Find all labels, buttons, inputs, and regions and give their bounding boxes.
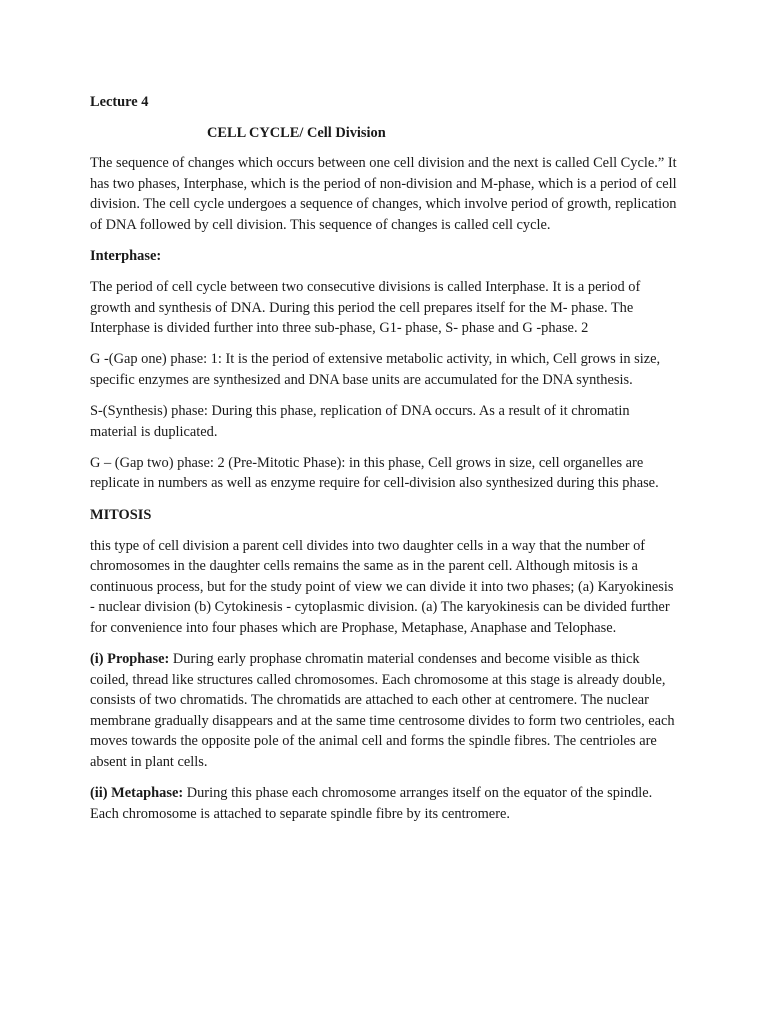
metaphase-text: During this phase each chromosome arranges itself on the equator of the spindle. Each chromosome is attached to separate spindle fibre by its centromere. <box>90 785 653 822</box>
mitosis-heading: MITOSIS <box>90 506 152 523</box>
mitosis-paragraph: this type of cell division a parent cell divides into two daughter cells in a way that the number of chromosomes in the daughter cells remains the same as in the parent cell. Although mitosis is a continuous process, but for the study point of view we can divide it into two phases; (a) Karyokinesis - nuclear division (b) Cytokinesis - cytoplasmic division. (a) The karyokinesis can be divided further for convenience into four phases which are Prophase, Metaphase, Anaphase and Telophase. <box>90 537 674 636</box>
interphase-heading: Interphase: <box>90 248 162 265</box>
interphase-paragraph: The period of cell cycle between two consecutive divisions is called Interphase. It is a period of growth and synthesis of DNA. During this period the cell prepares itself for the M- phase. The Interphase is divided further into three sub-phase, G1- phase, S- phase and G -phase. 2 <box>90 279 641 337</box>
metaphase-label: (ii) Metaphase: <box>90 785 184 802</box>
lecture-label: Lecture 4 <box>90 94 149 110</box>
g1-phase-paragraph: G -(Gap one) phase: 1: It is the period of extensive metabolic activity, in which, Cell grows in size, specific enzymes are synthesized and DNA base units are accumulated for the DNA synthesis. <box>90 351 661 389</box>
document-page <box>90 92 680 835</box>
s-phase-paragraph: S-(Synthesis) phase: During this phase, replication of DNA occurs. As a result of it chromatin material is duplicated. <box>90 403 630 440</box>
metaphase-paragraph <box>90 783 680 824</box>
prophase-label: (i) Prophase: <box>90 651 170 668</box>
g2-phase-paragraph: G – (Gap two) phase: 2 (Pre-Mitotic Phase): in this phase, Cell grows in size, cell organelles are replicate in numbers as well as enzyme require for cell-division also synthesized during this phase. <box>90 454 659 492</box>
prophase-text: During early prophase chromatin material condenses and become visible as thick coiled, thread like structures called chromosomes. Each chromosome at this stage is already double, consists of two chromatids. The chromatids are attached to each other at centromere. The nuclear membrane gradually disappears and at the same time centrosome divides to form two centrioles, each moves towards the opposite pole of the animal cell and forms the spindle fibres. The centrioles are absent in plant cells. <box>90 651 675 771</box>
prophase-paragraph <box>90 649 680 773</box>
intro-paragraph: The sequence of changes which occurs between one cell division and the next is called Cell Cycle.” It has two phases, Interphase, which is the period of non-division and M-phase, which is a period of cell division. The cell cycle undergoes a sequence of changes, which involve period of growth, replication of DNA followed by cell division. This sequence of changes is called cell cycle. <box>90 155 677 233</box>
document-title: CELL CYCLE/ Cell Division <box>207 124 386 141</box>
